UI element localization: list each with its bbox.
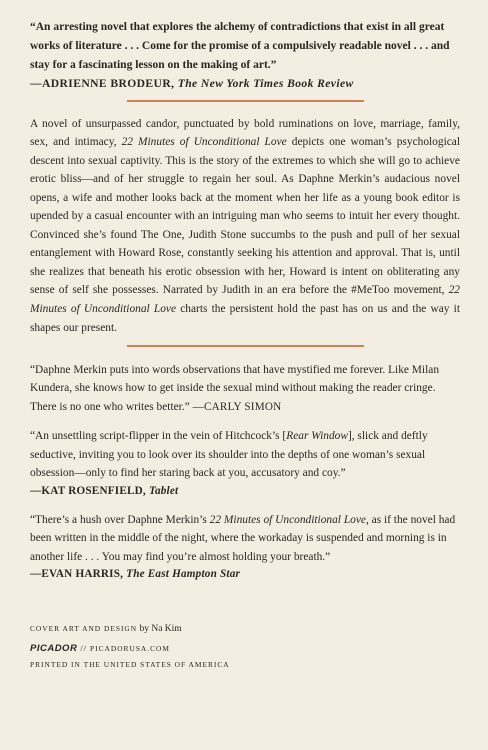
quote-evan-harris: [30, 511, 460, 567]
top-quote-text: “An arresting novel that explores the alchemy of contradictions that exist in all great works of literature . . . Come for the promise of a compulsively readable novel . . . and stay for a fascinating lesson on the making of art.”: [30, 21, 450, 71]
top-quote-attribution: [30, 75, 460, 93]
top-quote-publication: The New York Times Book Review: [177, 77, 354, 90]
description-part-2: depicts one woman’s psychological descent into sexual captivity. This is the story of the extremes to which she will go to achieve erotic bliss—and of her struggle to regain her soul. As Daphne Merkin’s audacious novel opens, a wife and mother looks back at the moment when her life as a young book editor is upended by a casual encounter with an intriguing man who seems to intuit her every thought. Convinced she’s found The One, Judith Stone succumbs to the push and pull of her sexual entanglement with Howard Rose, constantly seeking his attention and approval. That is, until she realizes that beneath his erotic obsession with her, Howard is intent on obliterating any sense of self she possesses. Narrated by Judith in an era before the #MeToo movement,: [30, 136, 461, 297]
quote-rosenfield-film: Rear Window: [286, 430, 348, 443]
description-part-3: charts the persistent hold the past has on us and the way it shapes our present.: [30, 302, 460, 334]
cover-credit-name: by Na Kim: [137, 624, 182, 635]
quote-kat-rosenfield: [30, 427, 460, 483]
quote-harris-publication: The East Hampton Star: [126, 568, 241, 581]
quote-rosenfield-text-a: “An unsettling script-flipper in the vein of Hitchcock’s [: [30, 430, 287, 443]
credits: [30, 621, 460, 673]
quote-harris-text-b: as if the novel had been written in the middle of the night, where the workaday is suspended and morning is in another life . . . You may find you’re almost holding your breath.”: [30, 513, 456, 563]
description-title-1: 22 Minutes of Unconditional Love: [121, 136, 287, 149]
quote-harris-attribution: [30, 566, 460, 583]
quote-harris-title: 22 Minutes of Unconditional Love,: [209, 513, 369, 526]
quote-rosenfield-text-b: ], slick and deftly seductive, inviting you to look over its shoulder into the depths of one woman’s sexual obsession—only to find her staring back at you, accusatory and coy.”: [30, 430, 428, 480]
picador-logo: PICADOR: [30, 643, 78, 655]
top-quote-author: —ADRIENNE BRODEUR,: [30, 77, 175, 90]
divider-bottom: [127, 345, 364, 347]
quote-rosenfield-author: —KAT ROSENFIELD,: [30, 484, 146, 497]
quote-harris-author: —EVAN HARRIS,: [30, 568, 124, 581]
divider-top: [127, 100, 364, 102]
cover-credit: [30, 621, 460, 637]
description-title-2: 22 Minutes of Unconditional Love: [30, 284, 460, 315]
quote-carly-simon-author: —CARLY SIMON: [192, 400, 282, 413]
back-cover: [30, 18, 460, 673]
description-part-1: A novel of unsurpassed candor, punctuated by bold ruminations on love, marriage, family, sex, and intimacy,: [30, 117, 460, 149]
book-description: [30, 115, 460, 338]
quote-rosenfield-publication: Tablet: [148, 484, 179, 497]
quote-carly-simon-text: “Daphne Merkin puts into words observations that have mystified me forever. Like Milan Kundera, she knows how to get inside the sexual mind without making the reader cringe. There is no one who writes better.”: [30, 363, 440, 413]
imprint-website: PICADORUSA.COM: [90, 644, 170, 654]
printed-line: [30, 657, 460, 673]
quote-harris-text-a: “There’s a hush over Daphne Merkin’s: [30, 513, 210, 526]
imprint-separator: //: [80, 643, 88, 654]
quote-rosenfield-attribution: [30, 483, 460, 500]
cover-credit-label: COVER ART AND DESIGN: [30, 624, 138, 634]
printed-in-text: PRINTED IN THE UNITED STATES OF AMERICA: [30, 660, 230, 670]
imprint-line: [30, 640, 460, 657]
quote-carly-simon: [30, 361, 460, 417]
